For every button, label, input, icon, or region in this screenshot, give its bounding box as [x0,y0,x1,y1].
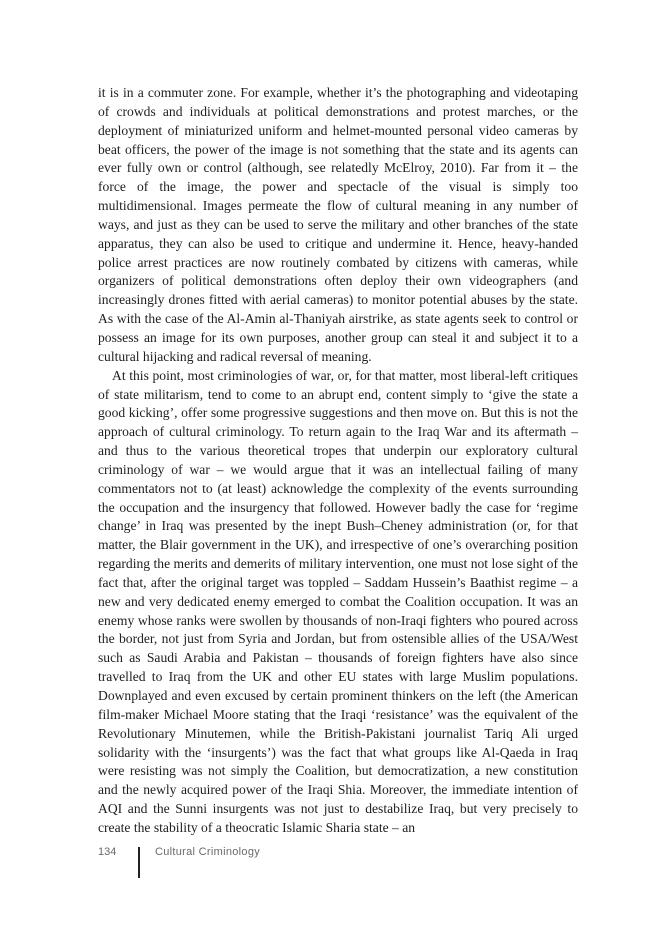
paragraph-2: At this point, most criminologies of war, or, for that matter, most liberal-left critiques of state militarism, tend to come to an abrupt end, content simply to ‘give the state a good kicking’, offer some progressive suggestions and then move on. But this is not the approach of cultural criminology. To return again to the Iraq War and its aftermath – and thus to the various theoretical tropes that underpin our exploratory cultural criminology of war – we would argue that it was an intellectual failing of many commentators not to (at least) acknowledge the complexity of the events surrounding the occupation and the insurgency that followed. However badly the case for ‘regime change’ in Iraq was presented by the inept Bush–Cheney administration (or, for that matter, the Blair government in the UK), and irrespective of one’s overarching position regarding the merits and demerits of military intervention, one must not lose sight of the fact that, after the original target was toppled – Saddam Hussein’s Baathist regime – a new and very dedicated enemy emerged to combat the Coalition occupation. It was an enemy whose ranks were swollen by thousands of non-Iraqi fighters who poured across the border, not just from Syria and Jordan, but from ostensible allies of the USA/West such as Saudi Arabia and Pakistan – thousands of foreign fighters have also since travelled to Iraq from the UK and other EU states with large Muslim populations. Downplayed and even excused by certain prominent thinkers on the left (the American film-maker Michael Moore stating that the Iraqi ‘resistance’ was the equivalent of the Revolutionary Minutemen, while the British-Pakistani journalist Tariq Ali urged solidarity with the ‘insurgents’) was the fact that what groups like Al-Qaeda in Iraq were resisting was not simply the Coalition, but democratization, a new constitution and the newly acquired power of the Iraqi Shia. Moreover, the immediate intention of AQI and the Sunni insurgents was not just to destabilize Iraq, but very precisely to create the stability of a theocratic Islamic Sharia state – an [98,367,578,835]
body-text [98,84,578,838]
paragraph-1: it is in a commuter zone. For example, whether it’s the photographing and videotaping of crowds and individuals at political demonstrations and protest marches, or the deployment of miniaturized uniform and helmet-mounted personal video cameras by beat officers, the power of the image is not something that the state and its agents can ever fully own or control (although, see relatedly McElroy, 2010). Far from it – the force of the image, the power and spectacle of the visual is simply too multidimensional. Images permeate the flow of cultural meaning in any number of ways, and just as they can be used to serve the military and other branches of the state apparatus, they can also be used to critique and undermine it. Hence, heavy-handed police arrest practices are now routinely combated by citizens with cameras, while organizers of political demonstrations often deploy their own videographers (and increasingly drones fitted with aerial cameras) to monitor potential abuses by the state. As with the case of the Al-Amin al-Thaniyah airstrike, as state agents seek to control or possess an image for its own purposes, another group can steal it and subject it to a cultural hijacking and radical reversal of meaning. [98,85,578,364]
footer-divider [138,847,140,878]
running-title: Cultural Criminology [155,846,261,858]
page-number: 134 [98,846,117,858]
